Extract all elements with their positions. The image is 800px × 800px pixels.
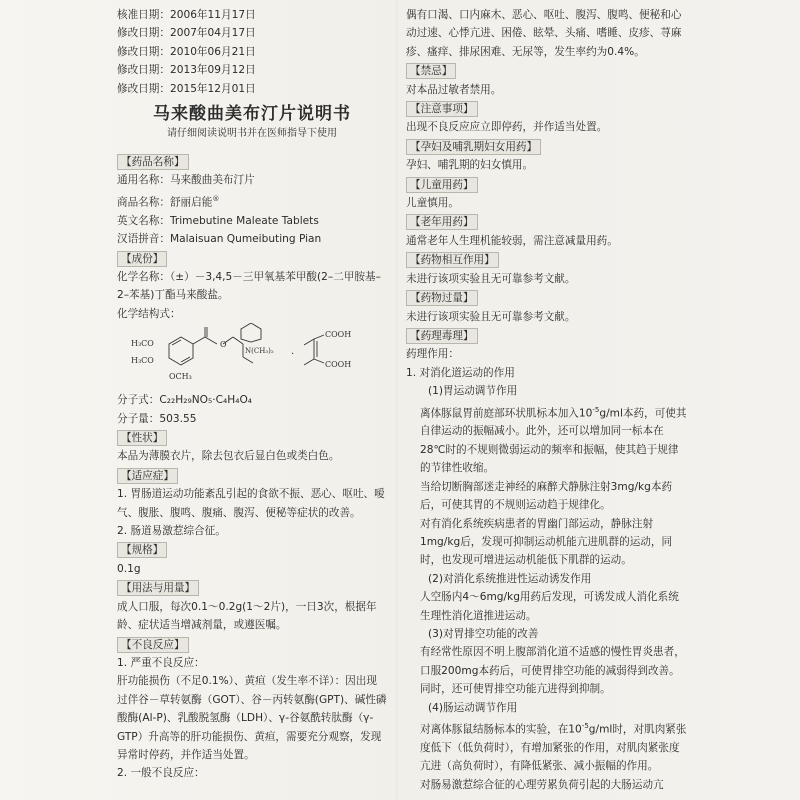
- cooh-label: COOH: [325, 360, 352, 370]
- adverse-item-1-text: 肝功能损伤（不足0.1%）、黄疸（发生率不详）：因出现过伴谷－草转氨酶（GOT）、谷－丙转氨酶(GPT)、碱性磷酸酶(Al-P)、乳酸脱氢酶（LDH）、γ-谷氨酰转肽酶（γ-GTP）升高等的肝功能损伤、黄疸，需要充分观察，发现异常时停药，并作适当处置。: [117, 675, 387, 761]
- trade-name: [117, 190, 387, 212]
- pharmacology-paragraph: [406, 717, 688, 776]
- revision-date: 2010年06月21日: [169, 45, 256, 58]
- exponent: -5: [592, 405, 600, 414]
- section-heading-spec: 【规格】: [117, 542, 167, 558]
- page-fold-shadow: [396, 0, 398, 800]
- pinyin-name: 汉语拼音：Malaisuan Qumeibuting Pian: [117, 233, 322, 246]
- revision-label: 修改日期：: [117, 45, 170, 58]
- revision-label: 修改日期：: [117, 82, 170, 95]
- appearance-text: 本品为薄膜衣片，除去包衣后显白色或类白色。: [117, 450, 340, 463]
- revision-label: 修改日期：: [117, 64, 170, 77]
- section-heading-drug-name: 【药品名称】: [117, 154, 189, 170]
- pharmacology-paragraph: 有经常性原因不明上腹部消化道不适感的慢性胃炎患者，口服200mg本药后，可使胃排空功能的减弱得到改善。同时，还可使胃排空功能亢进得到抑制。: [420, 646, 685, 696]
- revision-row: [117, 61, 387, 79]
- och3-label: H₃CO: [131, 339, 154, 349]
- revision-date: 2007年04月17日: [169, 27, 256, 40]
- paragraph-text: 对离体豚鼠结肠标本的实验，在10: [420, 723, 582, 736]
- elderly-text: 通常老年人生理机能较弱，需注意减量用药。: [406, 234, 618, 247]
- revision-row: [117, 6, 387, 24]
- pharmacology-section-1: 1. 对消化道运动的作用: [406, 366, 515, 379]
- revision-row: [117, 24, 387, 42]
- pregnancy-text: 孕妇、哺乳期的妇女慎用。: [406, 159, 534, 172]
- document-subtitle: 请仔细阅读说明书并在医师指导下使用: [167, 128, 337, 140]
- adverse-item-1-title: 1. 严重不良反应：: [117, 656, 205, 669]
- children-text: 儿童慎用。: [406, 197, 459, 210]
- section-heading-indications: 【适应症】: [117, 468, 178, 484]
- overdose-text: 未进行该项实验且无可靠参考文献。: [406, 310, 576, 323]
- generic-name: 通用名称：马来酸曲美布汀片: [117, 174, 255, 187]
- adverse-item-2-title: 2. 一般不良反应：: [117, 767, 205, 780]
- svg-text:O: O: [220, 340, 227, 350]
- revision-label: 核准日期：: [117, 9, 170, 21]
- spec-text: 0.1g: [117, 562, 141, 575]
- section-heading-contraindications: 【禁忌】: [406, 63, 456, 79]
- indication-item-1: 1. 胃肠道运动功能紊乱引起的食欲不振、恶心、呕吐、嗳气、腹胀、腹鸣、腹痛、腹泻、便秘等症状的改善。: [117, 488, 385, 519]
- contraindications-text: 对本品过敏者禁用。: [406, 83, 502, 96]
- molecular-weight: 分子量：503.55: [117, 412, 197, 425]
- molecular-formula: 分子式：C₂₂H₂₉NO₅·C₄H₄O₄: [117, 394, 253, 407]
- section-heading-pregnancy: 【孕妇及哺乳期妇女用药】: [406, 139, 541, 155]
- revision-date: 2013年09月12日: [169, 64, 256, 77]
- adverse-continued-text: 偶有口渴、口内麻木、恶心、呕吐、腹泻、腹鸣、便秘和心动过速、心悸亢进、困倦、眩晕、头痛、嗜睡、皮疹、荨麻疹、瘙痒、排尿困难、无尿等，发生率约为0.4%。: [406, 9, 682, 58]
- paragraph-text: g/ml时，对肌肉紧张度低下（低负荷时），有增加紧张的作用，对肌肉紧张度亢进（高负荷时），有降低紧张、减小振幅的作用。: [420, 723, 687, 773]
- english-name: 英文名称：Trimebutine Maleate Tablets: [117, 214, 319, 227]
- pharmacology-paragraph: 对肠易激惹综合征的心理劳累负荷引起的大肠运动亢: [420, 778, 664, 791]
- pharmacology-subsection-1-1: (1)胃运动调节作用: [428, 385, 518, 398]
- section-heading-ingredients: 【成份】: [117, 251, 167, 267]
- revision-label: 修改日期：: [117, 27, 170, 40]
- och3-label: OCH₃: [169, 372, 192, 382]
- section-heading-overdose: 【药物过量】: [406, 290, 478, 306]
- pharmacology-intro: 药理作用：: [406, 348, 459, 361]
- pharmacology-paragraph: 对有消化系统疾病患者的胃幽门部运动，静脉注射1mg/kg后，发现可抑制运动机能亢进肌群的运动，同时，也发现可增进运动机能低下肌群的运动。: [420, 517, 673, 567]
- section-heading-interactions: 【药物相互作用】: [406, 252, 499, 268]
- section-heading-children: 【儿童用药】: [406, 177, 478, 193]
- document-title: 马来酸曲美布汀片说明书: [153, 104, 351, 125]
- interactions-text: 未进行该项实验且无可靠参考文献。: [406, 272, 576, 285]
- section-heading-adverse: 【不良反应】: [117, 637, 189, 653]
- revision-row: [117, 43, 387, 61]
- precautions-text: 出现不良反应应立即停药，并作适当处置。: [406, 121, 608, 134]
- indication-item-2: 2. 肠道易激惹综合征。: [117, 525, 226, 538]
- paragraph-text: 离体豚鼠胃前庭部环状肌标本加入10: [420, 407, 593, 420]
- section-heading-dosage: 【用法与用量】: [117, 580, 199, 596]
- dimethylamino-label: N(CH₃)₂: [245, 347, 274, 356]
- pharmacology-paragraph: [406, 401, 688, 478]
- left-column: [117, 6, 387, 783]
- och3-label: H₃CO: [131, 356, 154, 366]
- dosage-text: 成人口服，每次0.1～0.2g(1～2片)，一日3次，根据年龄、症状适当增减剂量，或遵医嘱。: [117, 600, 377, 632]
- pharmacology-paragraph: 人空肠内4～6mg/kg用药后发现，可诱发成人消化系统生理性消化道推进运动。: [420, 591, 679, 622]
- revision-date: 2015年12月01日: [169, 82, 256, 95]
- structure-svg: [129, 323, 379, 391]
- chemical-structure-diagram: [117, 323, 387, 391]
- exponent: -5: [581, 721, 589, 730]
- salt-dot: ·: [291, 349, 295, 361]
- revision-row: [117, 80, 387, 98]
- section-heading-appearance: 【性状】: [117, 430, 167, 446]
- cooh-label: COOH: [325, 330, 352, 340]
- right-column: [406, 6, 688, 794]
- pharmacology-subsection-1-2: (2)对消化系统推进性运动诱发作用: [428, 572, 592, 585]
- chemical-name-line2: 2–苯基)丁酯马来酸盐。: [117, 289, 229, 302]
- structure-label: 化学结构式：: [117, 307, 181, 320]
- registered-mark: ®: [212, 194, 220, 203]
- paragraph-text: g/ml本药，可使其自律运动的振幅减小。此外，还可以增加同一标本在28℃时的不规则微弱运动的频率和振幅，使其趋于规律的节律性收缩。: [420, 407, 687, 475]
- revision-list: [117, 6, 387, 98]
- trade-name-text: 商品名称：舒丽启能: [117, 196, 213, 209]
- pharmacology-subsection-1-4: (4)肠运动调节作用: [428, 701, 518, 714]
- section-heading-elderly: 【老年用药】: [406, 214, 478, 230]
- revision-date: 2006年11月17日: [169, 9, 256, 21]
- section-heading-precautions: 【注意事项】: [406, 101, 478, 117]
- section-heading-pharmacology: 【药理毒理】: [406, 328, 478, 344]
- chemical-name-line1: 化学名称：（±）－3,4,5－三甲氧基苯甲酸(2–二甲胺基–: [117, 271, 381, 283]
- pharmacology-subsection-1-3: (3)对胃排空功能的改善: [428, 627, 539, 640]
- pharmacology-paragraph: 当给切断胸部迷走神经的麻醉犬静脉注射3mg/kg本药后，可使其胃的不规则运动趋于规律化。: [420, 480, 673, 512]
